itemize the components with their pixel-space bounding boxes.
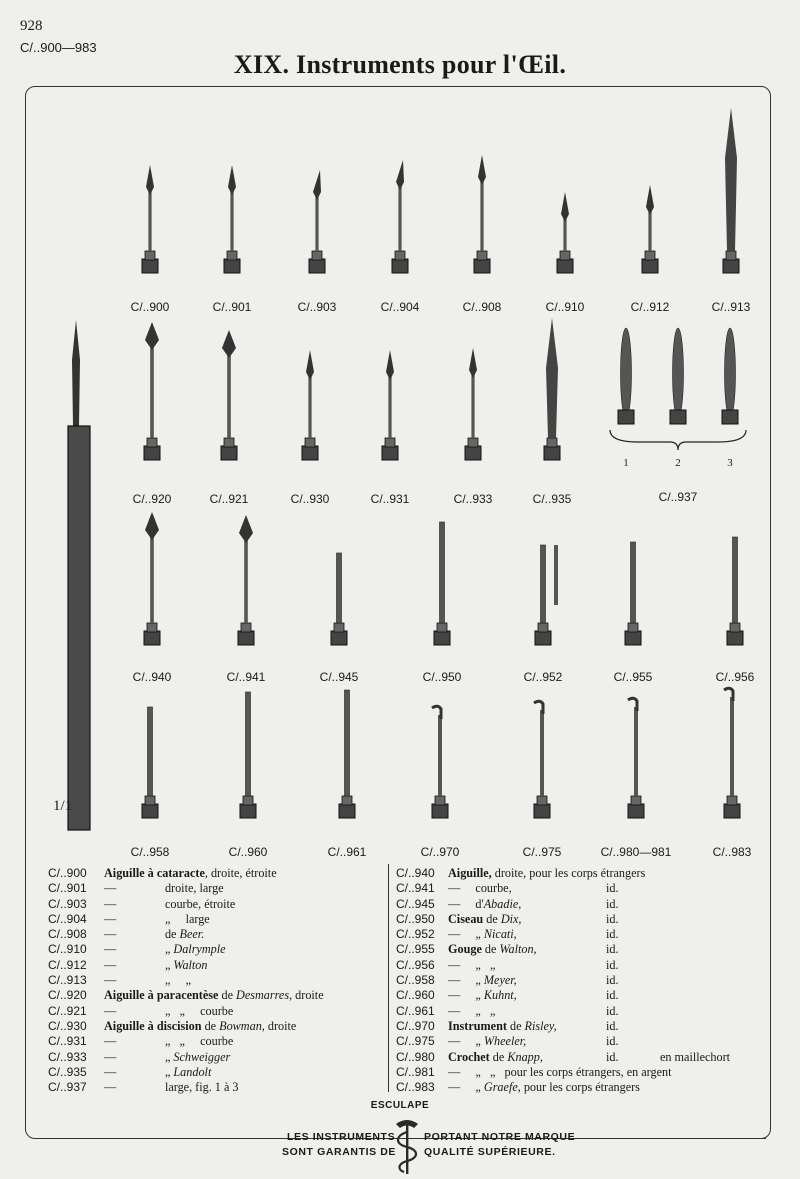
figure-label: C/..930: [290, 492, 330, 506]
figure-label: C/..956: [715, 670, 755, 684]
list-item: [48, 881, 384, 896]
item-description: — „ „ pour les corps étrangers, en argent: [448, 1064, 672, 1079]
item-code: C/..945: [396, 896, 435, 911]
instrument-figure: [628, 698, 644, 818]
column-divider: [388, 864, 389, 1092]
item-code: C/..940: [396, 866, 435, 880]
figure-label: C/..935: [532, 492, 572, 506]
list-item: [48, 973, 384, 988]
figure-label: C/..937: [658, 490, 698, 504]
item-code: C/..941: [396, 881, 435, 896]
figure-label: C/..980—981: [600, 845, 672, 859]
instrument-figure: [474, 155, 490, 273]
instrument-figure: [240, 692, 256, 818]
list-item: [396, 912, 766, 927]
figure-label: C/..975: [522, 845, 562, 859]
figure-label: C/..903: [297, 300, 337, 314]
page-title: XIX. Instruments pour l'Œil.: [233, 50, 567, 79]
instrument-figure: [557, 192, 573, 273]
list-item: [396, 942, 766, 957]
instrument-figure: [642, 185, 658, 273]
list-item: [48, 1019, 384, 1034]
item-description: — courbe,: [448, 881, 512, 896]
instrument-figure: [535, 545, 558, 645]
item-description: Aiguille à discision de Bowman, droite: [104, 1018, 297, 1033]
item-code: C/..975: [396, 1034, 435, 1049]
item-code: C/..901: [48, 881, 87, 896]
list-item: [396, 1034, 766, 1049]
figure-label: C/..945: [319, 670, 359, 684]
list-item: [396, 897, 766, 912]
item-code: C/..903: [48, 896, 87, 911]
item-description: — „ large: [104, 911, 210, 926]
instrument-figure: [610, 328, 746, 450]
instrument-figure: [302, 350, 318, 460]
figure-label: C/..921: [209, 492, 249, 506]
part-number: 2: [675, 457, 681, 469]
list-item: [48, 866, 384, 881]
item-code: C/..930: [48, 1018, 87, 1033]
list-item: [396, 973, 766, 988]
item-description: — „ Graefe, pour les corps étrangers: [448, 1080, 640, 1095]
item-code: C/..920: [48, 988, 87, 1003]
item-description: Gouge de Walton,: [448, 942, 537, 957]
item-description: — „ „: [448, 1003, 496, 1018]
list-item: [396, 1065, 766, 1080]
item-code: C/..958: [396, 973, 435, 988]
page-number: 928: [20, 18, 43, 34]
item-description: — „ Dalrymple: [104, 942, 226, 957]
scale-note: 1/1: [53, 798, 73, 814]
list-item: [48, 1050, 384, 1065]
footer-right-line1: PORTANT NOTRE MARQUE: [424, 1131, 576, 1143]
item-id: id.: [606, 1003, 619, 1018]
item-code: C/..961: [396, 1003, 435, 1018]
list-item: [396, 927, 766, 942]
instrument-figure: [144, 322, 160, 460]
item-description: — „ Landolt: [104, 1064, 212, 1079]
list-item: [48, 897, 384, 912]
instrument-figure: [142, 165, 158, 273]
item-description: — „ Meyer,: [448, 973, 517, 988]
item-code: C/..904: [48, 911, 87, 926]
item-code: C/..900: [48, 866, 87, 880]
figure-label: C/..983: [712, 845, 752, 859]
item-description: Aiguille à paracentèse de Desmarres, droite: [104, 988, 324, 1003]
right-description-list: [396, 866, 766, 1095]
part-number: 1: [623, 457, 629, 469]
instrument-figure: [727, 537, 743, 645]
item-id: id.: [606, 1034, 619, 1049]
item-code: C/..937: [48, 1080, 87, 1095]
item-code: C/..910: [48, 942, 87, 957]
item-id: id.: [606, 957, 619, 972]
figure-label: C/..950: [422, 670, 462, 684]
figure-label: C/..900: [130, 300, 170, 314]
item-description: — „ Walton: [104, 957, 208, 972]
item-description: — d'Abadie,: [448, 896, 522, 911]
figure-label: C/..952: [523, 670, 563, 684]
item-description: Aiguille à cataracte, droite, étroite: [104, 866, 277, 880]
item-code: C/..952: [396, 927, 435, 942]
item-description: — droite, large: [104, 881, 224, 896]
figure-label: C/..910: [545, 300, 585, 314]
item-code: C/..960: [396, 988, 435, 1003]
footer-left-line1: LES INSTRUMENTS: [287, 1131, 396, 1143]
item-description: — „ „: [448, 957, 496, 972]
list-item: [48, 1004, 384, 1019]
left-description-list: [48, 866, 384, 1095]
figure-label: C/..901: [212, 300, 252, 314]
item-description: — courbe, étroite: [104, 896, 236, 911]
instrument-figure: [544, 318, 560, 460]
instrument-figure: [339, 690, 355, 818]
figure-label: C/..920: [132, 492, 172, 506]
footer-right-line2: QUALITÉ SUPÉRIEURE.: [424, 1146, 556, 1158]
figure-label: C/..960: [228, 845, 268, 859]
item-id: id.: [606, 1018, 619, 1033]
figure-label: C/..904: [380, 300, 420, 314]
instrument-figure: [392, 160, 408, 273]
figure-label: C/..908: [462, 300, 502, 314]
instrument-figure: [534, 701, 550, 818]
item-description: Aiguille, droite, pour les corps étrangers: [448, 866, 646, 880]
item-id: id.: [606, 927, 619, 942]
item-code: C/..981: [396, 1064, 435, 1079]
item-code: C/..970: [396, 1018, 435, 1033]
list-item: [48, 912, 384, 927]
list-item: [396, 1019, 766, 1034]
item-description: — „ „: [104, 973, 191, 988]
instrument-figure: [221, 330, 237, 460]
footer-left-line2: SONT GARANTIS DE: [282, 1146, 397, 1158]
item-description: Ciseau de Dix,: [448, 911, 522, 926]
figure-label: C/..970: [420, 845, 460, 859]
instrument-figure: [238, 515, 254, 645]
list-item: [48, 1034, 384, 1049]
list-item: [396, 1050, 766, 1065]
figure-label: C/..961: [327, 845, 367, 859]
figure-label: C/..940: [132, 670, 172, 684]
item-code: C/..908: [48, 927, 87, 942]
item-id: id.: [606, 896, 619, 911]
item-id: id.: [606, 973, 619, 988]
list-item: [396, 1004, 766, 1019]
instrument-figure: [224, 165, 240, 273]
list-item: [396, 1080, 766, 1095]
instrument-figure: [432, 706, 448, 818]
item-description: — de Beer.: [104, 927, 205, 942]
part-number: 3: [727, 457, 733, 469]
list-item: [48, 988, 384, 1003]
list-item: [396, 958, 766, 973]
figure-label: C/..913: [711, 300, 751, 314]
instrument-figure: [331, 553, 347, 645]
figure-label: C/..912: [630, 300, 670, 314]
item-code: C/..983: [396, 1080, 435, 1095]
list-item: [396, 988, 766, 1003]
instrument-figure: [434, 522, 450, 645]
item-code: C/..931: [48, 1034, 87, 1049]
figure-label: C/..958: [130, 845, 170, 859]
list-item: [48, 942, 384, 957]
item-code: C/..912: [48, 957, 87, 972]
figure-label: C/..931: [370, 492, 410, 506]
item-description: — „ „ courbe: [104, 1003, 234, 1018]
instrument-figure: [724, 688, 740, 818]
footer-rule-left: [36, 1138, 286, 1139]
item-description: — „ Schweigger: [104, 1049, 231, 1064]
instrument-figure: [382, 350, 398, 460]
figure-label: C/..933: [453, 492, 493, 506]
list-item: [48, 958, 384, 973]
code-range: C/..900—983: [20, 40, 97, 55]
item-description: — „ Kuhnt,: [448, 988, 517, 1003]
instrument-figure: [465, 348, 481, 460]
instrument-figure: [723, 108, 739, 273]
instrument-figure: [309, 170, 325, 273]
item-description: Crochet de Knapp,: [448, 1049, 543, 1064]
list-item: [48, 1065, 384, 1080]
instrument-figure: [142, 707, 158, 818]
instrument-figure: [625, 542, 641, 645]
item-extra: en maillechort: [660, 1049, 731, 1064]
figure-label: C/..941: [226, 670, 266, 684]
caduceus-logo: [392, 1114, 422, 1176]
item-code: C/..950: [396, 911, 435, 926]
list-item: [396, 866, 766, 881]
item-code: C/..921: [48, 1003, 87, 1018]
item-code: C/..980: [396, 1049, 435, 1064]
item-description: Instrument de Risley,: [448, 1018, 557, 1033]
brand-name: ESCULAPE: [370, 1100, 430, 1111]
item-code: C/..955: [396, 942, 435, 957]
item-description: — „ Nicati,: [448, 927, 517, 942]
list-item: [48, 1080, 384, 1095]
item-code: C/..935: [48, 1064, 87, 1079]
item-id: id.: [606, 911, 619, 926]
large-handle-figure: [68, 320, 90, 830]
item-id: id.: [606, 1049, 619, 1064]
item-id: id.: [606, 881, 619, 896]
item-description: — large, fig. 1 à 3: [104, 1080, 239, 1095]
item-id: id.: [606, 942, 619, 957]
item-id: id.: [606, 988, 619, 1003]
list-item: [396, 881, 766, 896]
figure-label: C/..955: [613, 670, 653, 684]
item-description: — „ „ courbe: [104, 1034, 234, 1049]
instrument-figure: [144, 512, 160, 645]
item-code: C/..956: [396, 957, 435, 972]
list-item: [48, 927, 384, 942]
item-description: — „ Wheeler,: [448, 1034, 527, 1049]
item-code: C/..913: [48, 973, 87, 988]
item-code: C/..933: [48, 1049, 87, 1064]
